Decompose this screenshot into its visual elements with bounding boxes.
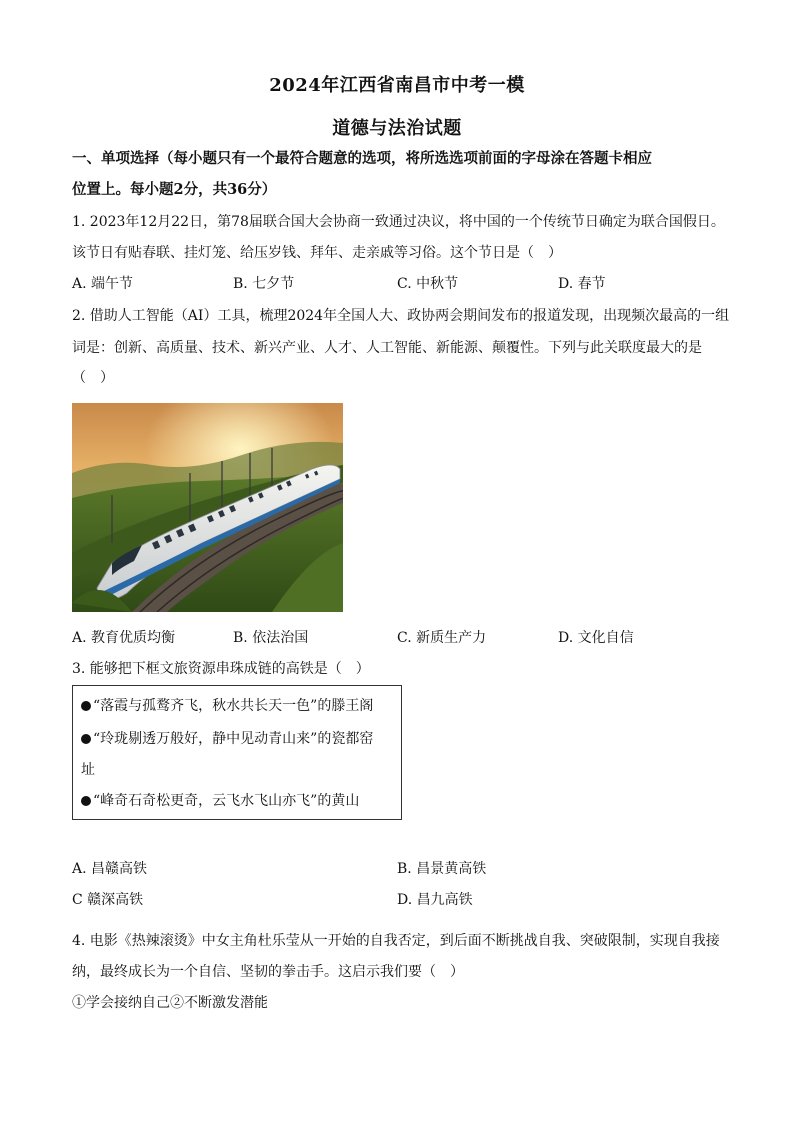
question-2-option-c: C. 新质生产力 [397, 630, 487, 646]
question-1-line2: 该节日有贴春联、挂灯笼、给压岁钱、拜年、走亲戚等习俗。这个节日是（ ） [72, 245, 562, 261]
bullet-dot-icon [81, 701, 91, 711]
exam-subtitle: 道德与法治试题 [332, 118, 462, 139]
question-2-option-b: B. 依法治国 [233, 630, 309, 646]
question-2-line1: 2. 借助人工智能（AI）工具，梳理2024年全国人大、政协两会期间发布的报道发现，出现频次最高的一组 [72, 308, 730, 324]
question-4-line2: 纳，最终成长为一个自信、坚韧的拳击手。这启示我们要（ ） [72, 964, 464, 980]
question-2-line2: 词是：创新、高质量、技术、新兴产业、人才、人工智能、新能源、颠覆性。下列与此关联度最大的是 [72, 340, 702, 356]
question-2-option-a: A. 教育优质均衡 [72, 630, 176, 646]
question-3-option-c: C 赣深高铁 [72, 892, 144, 908]
question-1-line1: 1. 2023年12月22日，第78届联合国大会协商一致通过决议，将中国的一个传统节日确定为联合国假日。 [72, 214, 725, 230]
question-1-option-c: C. 中秋节 [397, 276, 459, 292]
question-3-option-a: A. 昌赣高铁 [72, 861, 148, 877]
material-item-3: “峰奇石奇松更奇，云飞水飞山亦飞”的黄山 [81, 791, 359, 811]
question-2-option-d: D. 文化自信 [558, 630, 634, 646]
material-item-1: “落霞与孤鹜齐飞，秋水共长天一色”的滕王阁 [81, 696, 373, 716]
question-3-option-d: D. 昌九高铁 [397, 892, 473, 908]
bullet-dot-icon [81, 734, 91, 744]
material-item-2-continued: 址 [81, 762, 95, 778]
question-3-option-b: B. 昌景黄高铁 [397, 861, 487, 877]
question-2-line3: （ ） [72, 370, 114, 386]
material-item-2: “玲珑剔透万般好，静中见动青山来”的瓷都窑 [81, 729, 373, 749]
question-1-option-b: B. 七夕节 [233, 276, 295, 292]
question-3-material-box [72, 685, 402, 820]
question-4-line1: 4. 电影《热辣滚烫》中女主角杜乐莹从一开始的自我否定，到后面不断挑战自我、突破限制，实现自我接 [72, 933, 720, 949]
question-1-option-d: D. 春节 [558, 276, 606, 292]
section-heading-line1: 一、单项选择（每小题只有一个最符合题意的选项，将所选选项前面的字母涂在答题卡相应 [72, 150, 652, 167]
high-speed-train-photo [72, 403, 343, 612]
question-4-line3: ①学会接纳自己②不断激发潜能 [72, 995, 268, 1011]
question-3-line1: 3. 能够把下框文旅资源串珠成链的高铁是（ ） [72, 661, 370, 677]
bullet-dot-icon [81, 796, 91, 806]
question-1-option-a: A. 端午节 [72, 276, 134, 292]
section-heading-line2: 位置上。每小题2分，共36分） [72, 181, 277, 198]
exam-title: 2024年江西省南昌市中考一模 [269, 75, 525, 96]
